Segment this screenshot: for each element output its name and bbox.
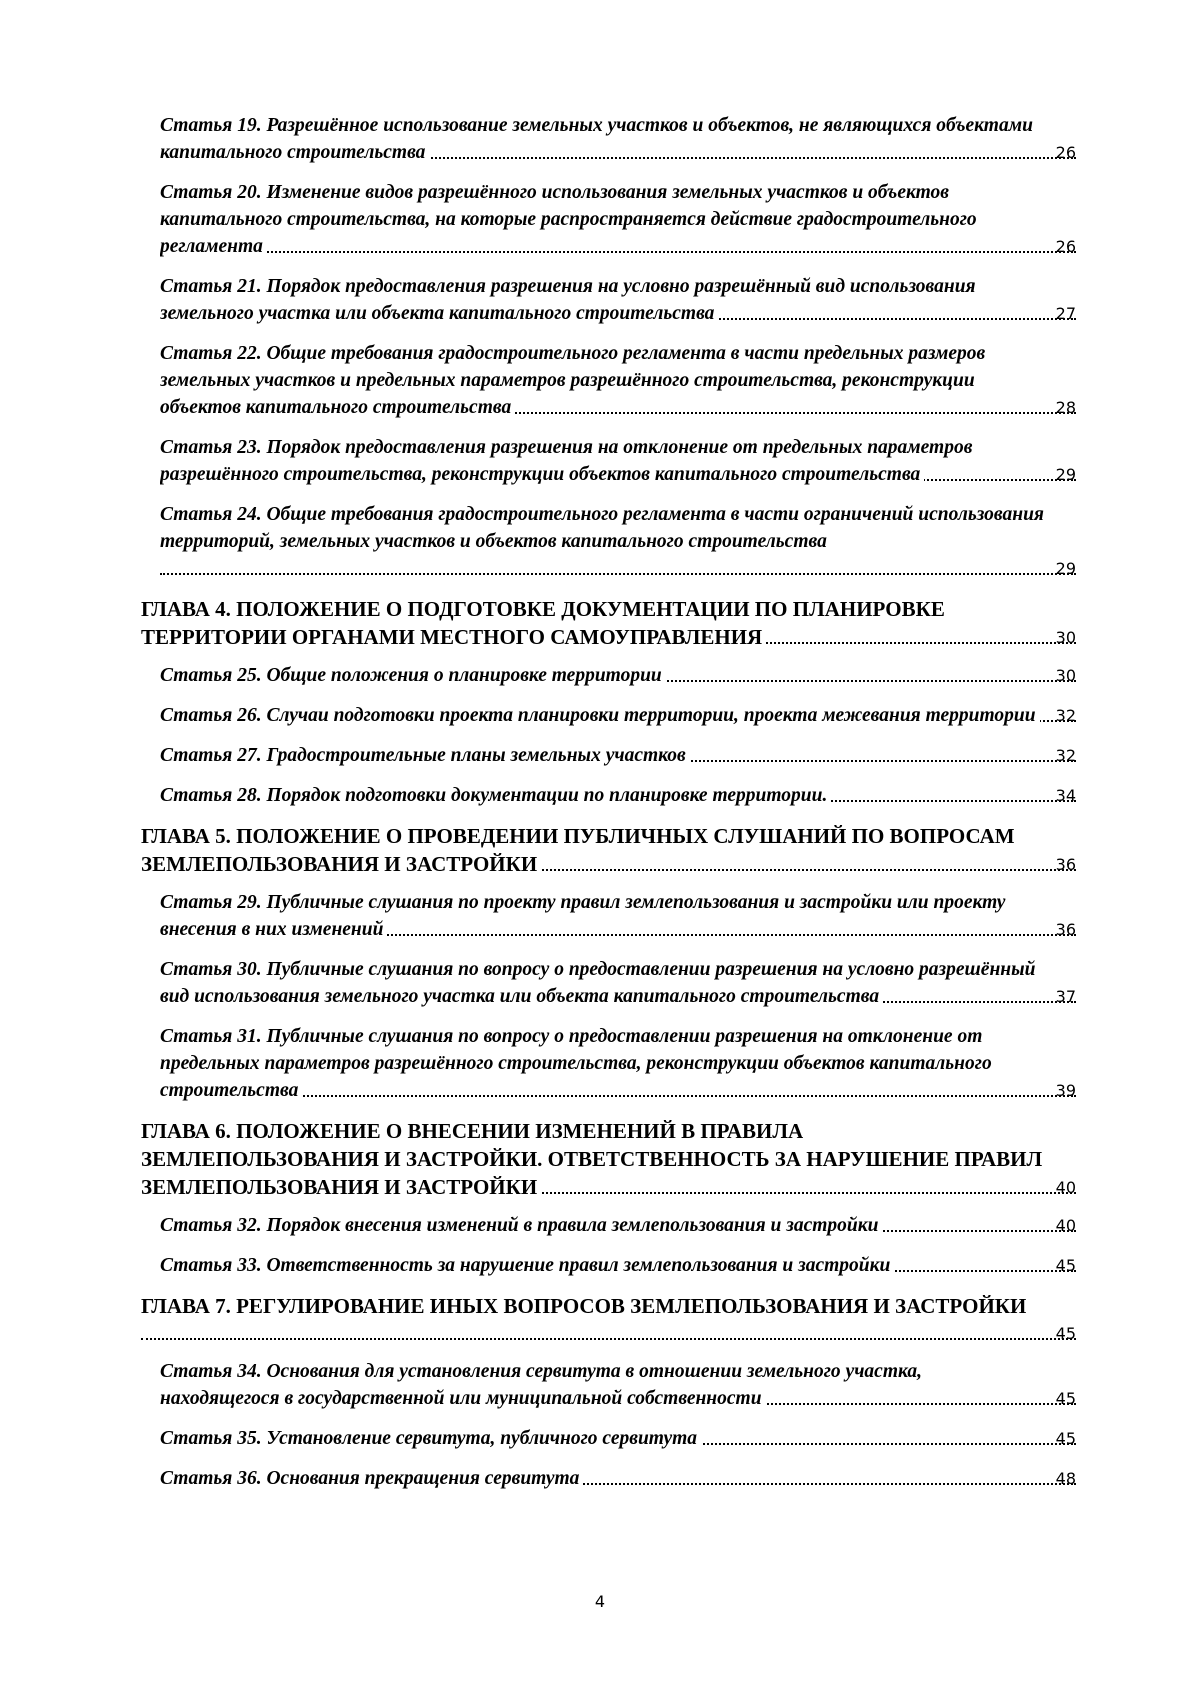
dot-leader [141, 1338, 1076, 1340]
toc-entry-title: ГЛАВА 7. РЕГУЛИРОВАНИЕ ИНЫХ ВОПРОСОВ ЗЕМЛЕПОЛЬЗОВАНИЯ И ЗАСТРОЙКИ [141, 1294, 1030, 1318]
toc-entry-page: 45 [1055, 1389, 1076, 1408]
table-of-contents [141, 112, 1076, 1505]
toc-entry-article-26[interactable] [141, 702, 1076, 729]
toc-entry-page: 40 [1055, 1216, 1076, 1235]
toc-entry-page: 37 [1055, 987, 1076, 1006]
toc-entry-article-27[interactable] [141, 742, 1076, 769]
toc-entry-title: Статья 22. Общие требования градостроительного регламента в части предельных размеров земельных участков и предельных параметров разрешённого строительства, реконструкции объектов капитального строительства [160, 343, 986, 418]
toc-entry-page: 27 [1055, 304, 1076, 323]
toc-entry-page: 39 [1055, 1081, 1076, 1100]
toc-entry-title: Статья 25. Общие положения о планировке территории [160, 665, 666, 686]
toc-entry-article-33[interactable] [141, 1252, 1076, 1279]
toc-entry-page: 30 [1055, 666, 1076, 685]
toc-entry-page: 45 [1055, 1324, 1076, 1343]
toc-entry-article-30[interactable] [141, 956, 1076, 1010]
toc-entry-page: 29 [1055, 559, 1076, 578]
toc-entry-title: Статья 35. Установление сервитута, публичного сервитута [160, 1428, 701, 1449]
toc-entry-title: Статья 26. Случаи подготовки проекта планировки территории, проекта межевания территории [160, 705, 1040, 726]
toc-entry-article-35[interactable] [141, 1425, 1076, 1452]
toc-entry-page: 32 [1055, 706, 1076, 725]
toc-entry-page: 34 [1055, 786, 1076, 805]
dot-leader [160, 573, 1076, 575]
toc-entry-page: 28 [1055, 398, 1076, 417]
toc-entry-page: 32 [1055, 746, 1076, 765]
toc-entry-title: Статья 19. Разрешённое использование земельных участков и объектов, не являющихся объектами капитального строительства [160, 115, 1033, 163]
toc-entry-article-36[interactable] [141, 1465, 1076, 1492]
toc-entry-title: ГЛАВА 6. ПОЛОЖЕНИЕ О ВНЕСЕНИИ ИЗМЕНЕНИЙ В ПРАВИЛА ЗЕМЛЕПОЛЬЗОВАНИЯ И ЗАСТРОЙКИ. ОТВЕТСТВЕННОСТЬ ЗА НАРУШЕНИЕ ПРАВИЛ ЗЕМЛЕПОЛЬЗОВАНИЯ И ЗАСТРОЙКИ [141, 1119, 1043, 1199]
toc-entry-title: Статья 31. Публичные слушания по вопросу о предоставлении разрешения на отклонение от предельных параметров разрешённого строительства, реконструкции объектов капитального строительства [160, 1026, 992, 1101]
toc-entry-article-21[interactable] [141, 273, 1076, 327]
toc-entry-title: Статья 34. Основания для установления сервитута в отношении земельного участка, находящегося в государственной или муниципальной собственности [160, 1361, 923, 1409]
toc-entry-title: Статья 24. Общие требования градостроительного регламента в части ограничений использования территорий, земельных участков и объектов капитального строительства [160, 504, 1044, 552]
dot-leader [160, 251, 1076, 253]
toc-entry-page: 36 [1055, 855, 1076, 874]
toc-entry-article-24[interactable] [141, 501, 1076, 582]
toc-entry-title: Статья 23. Порядок предоставления разрешения на отклонение от предельных параметров разрешённого строительства, реконструкции объектов капитального строительства [160, 437, 973, 485]
toc-entry-article-23[interactable] [141, 434, 1076, 488]
toc-entry-title: Статья 29. Публичные слушания по проекту правил землепользования и застройки или проекту внесения в них изменений [160, 892, 1006, 940]
toc-entry-title: Статья 36. Основания прекращения сервитута [160, 1468, 583, 1489]
toc-entry-page: 26 [1055, 143, 1076, 162]
toc-entry-article-34[interactable] [141, 1358, 1076, 1412]
toc-entry-page: 29 [1055, 465, 1076, 484]
toc-entry-page: 30 [1055, 628, 1076, 647]
toc-entry-chapter-7[interactable] [141, 1292, 1076, 1347]
toc-entry-chapter-5[interactable] [141, 822, 1076, 878]
toc-entry-article-32[interactable] [141, 1212, 1076, 1239]
toc-entry-title: Статья 33. Ответственность за нарушение правил землепользования и застройки [160, 1255, 894, 1276]
toc-entry-article-28[interactable] [141, 782, 1076, 809]
toc-entry-title: Статья 27. Градостроительные планы земельных участков [160, 745, 690, 766]
toc-entry-title: ГЛАВА 5. ПОЛОЖЕНИЕ О ПРОВЕДЕНИИ ПУБЛИЧНЫХ СЛУШАНИЙ ПО ВОПРОСАМ ЗЕМЛЕПОЛЬЗОВАНИЯ И ЗАСТРОЙКИ [141, 824, 1015, 876]
toc-entry-article-22[interactable] [141, 340, 1076, 421]
toc-entry-page: 45 [1055, 1429, 1076, 1448]
toc-entry-page: 40 [1055, 1178, 1076, 1197]
page-number: 4 [594, 1592, 606, 1611]
toc-entry-page: 36 [1055, 920, 1076, 939]
toc-entry-page: 45 [1055, 1256, 1076, 1275]
toc-entry-title: Статья 32. Порядок внесения изменений в правила землепользования и застройки [160, 1215, 882, 1236]
toc-entry-article-19[interactable] [141, 112, 1076, 166]
toc-entry-article-25[interactable] [141, 662, 1076, 689]
toc-entry-chapter-6[interactable] [141, 1117, 1076, 1201]
toc-entry-title: Статья 30. Публичные слушания по вопросу о предоставлении разрешения на условно разрешённый вид использования земельного участка или объекта капитального строительства [160, 959, 1036, 1007]
toc-entry-page: 48 [1055, 1469, 1076, 1488]
toc-entry-title: Статья 20. Изменение видов разрешённого использования земельных участков и объектов капитального строительства, на которые распространяется действие градостроительного регламента [160, 182, 977, 257]
toc-entry-page: 26 [1055, 237, 1076, 256]
toc-entry-chapter-4[interactable] [141, 595, 1076, 651]
toc-entry-article-31[interactable] [141, 1023, 1076, 1104]
toc-entry-article-29[interactable] [141, 889, 1076, 943]
toc-entry-article-20[interactable] [141, 179, 1076, 260]
toc-entry-title: Статья 21. Порядок предоставления разрешения на условно разрешённый вид использования земельного участка или объекта капитального строительства [160, 276, 976, 324]
toc-entry-title: ГЛАВА 4. ПОЛОЖЕНИЕ О ПОДГОТОВКЕ ДОКУМЕНТАЦИИ ПО ПЛАНИРОВКЕ ТЕРРИТОРИИ ОРГАНАМИ МЕСТНОГО САМОУПРАВЛЕНИЯ [141, 597, 945, 649]
toc-entry-title: Статья 28. Порядок подготовки документации по планировке территории. [160, 785, 831, 806]
